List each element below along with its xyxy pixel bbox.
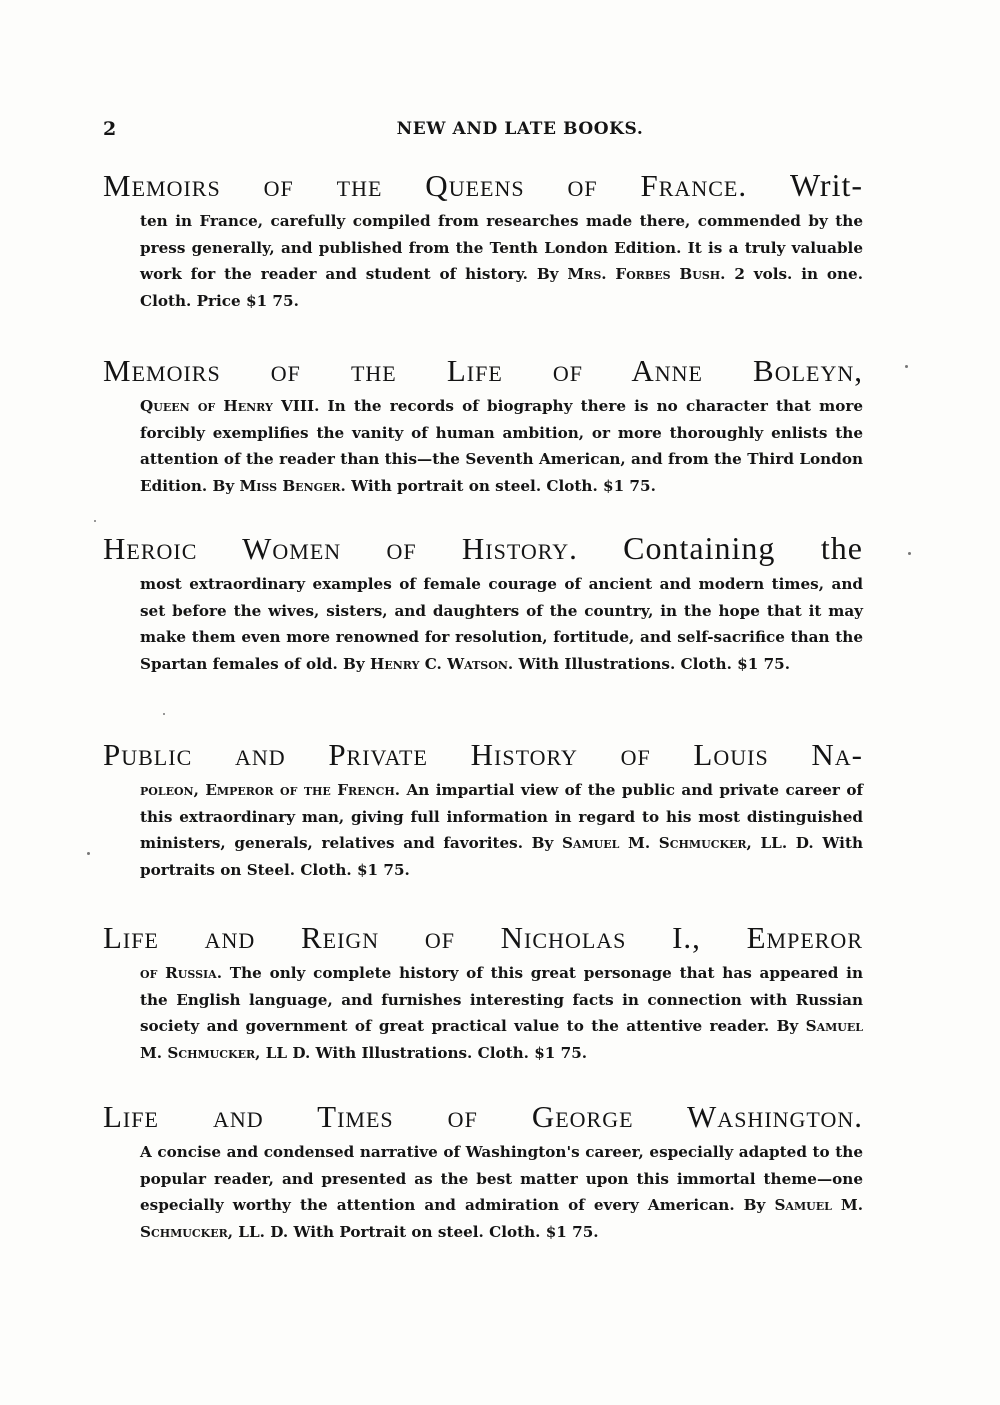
book-entry bbox=[103, 165, 863, 314]
book-author: Samuel M. Schmucker, LL. D. bbox=[140, 1196, 864, 1241]
book-entry bbox=[103, 734, 863, 883]
paper-speck bbox=[94, 520, 96, 522]
paper-speck bbox=[87, 852, 90, 855]
book-price-line: With portrait on steel. Cloth. $1 75. bbox=[345, 476, 656, 495]
book-price-line: 2 vols. in one. Cloth. Price $1 75. bbox=[140, 265, 863, 310]
book-author: Samuel M. Schmucker, LL D. bbox=[140, 1017, 863, 1062]
book-description-text: ten in France, carefully compiled from researches made there, commended by the press generally, and published from the Tenth London Edition. It is a truly valuable work for the reader and student of history. By bbox=[140, 212, 863, 283]
book-title bbox=[103, 917, 863, 958]
book-title-text: Life and Times of George Washington. bbox=[103, 1099, 863, 1134]
book-description bbox=[140, 208, 863, 314]
book-entry bbox=[103, 917, 863, 1066]
book-author: Miss Benger. bbox=[239, 476, 346, 495]
page-number: 2 bbox=[103, 118, 117, 140]
book-description bbox=[140, 393, 863, 499]
book-title-text: Public and Private History of Louis Na- bbox=[103, 737, 863, 772]
book-description bbox=[140, 1139, 863, 1245]
book-author: Samuel M. Schmucker, LL. D. bbox=[562, 834, 814, 852]
book-subtitle: Queen of Henry VIII. bbox=[140, 397, 320, 415]
paper-speck bbox=[908, 552, 911, 555]
book-entry bbox=[103, 350, 863, 499]
paper-speck bbox=[905, 365, 908, 368]
book-title-text: Memoirs of the Queens of France. bbox=[103, 168, 748, 203]
book-author: Henry C. Watson. bbox=[370, 654, 514, 673]
book-description-text: most extraordinary examples of female courage of ancient and modern times, and set before the wives, sisters, and daughters of the country, in the hope that it may make them even more renowned for resolution, fortitude, and self-sacrifice than the Spartan females of old. By bbox=[140, 575, 863, 673]
book-description-text: In the records of biography there is no character that more forcibly exemplifies the vanity of human ambition, or more thoroughly enlists the attention of the reader than this—the Seventh American, and from the Third London Edition. By bbox=[140, 397, 863, 495]
book-description-text: A concise and condensed narrative of Washington's career, especially adapted to the popular reader, and presented as the best matter upon this immortal theme—one especially worthy the attention and admiration of every American. By bbox=[140, 1143, 863, 1214]
book-title bbox=[103, 734, 863, 775]
book-description bbox=[140, 777, 863, 883]
book-title-continuation: Containing the bbox=[623, 530, 863, 566]
book-price-line: With Illustrations. Cloth. $1 75. bbox=[310, 1043, 588, 1062]
book-subtitle: poleon, Emperor of the French. bbox=[140, 781, 401, 799]
book-description bbox=[140, 571, 863, 677]
book-price-line: With Portrait on steel. Cloth. $1 75. bbox=[288, 1222, 599, 1241]
running-head: NEW AND LATE BOOKS. bbox=[396, 119, 644, 139]
book-title bbox=[103, 350, 863, 391]
book-title-text: Life and Reign of Nicholas I., Emperor bbox=[103, 920, 863, 955]
book-title-text: Memoirs of the Life of Anne Boleyn, bbox=[103, 353, 863, 388]
book-description-text: An impartial view of the public and private career of this extraordinary man, giving full information in regard to his most distinguished ministers, generals, relatives and favorites. By bbox=[140, 781, 863, 852]
book-title-text: Heroic Women of History. bbox=[103, 531, 578, 566]
book-description bbox=[140, 960, 863, 1066]
book-title bbox=[103, 1096, 863, 1137]
book-title-continuation: Writ- bbox=[790, 167, 864, 203]
book-title bbox=[103, 528, 863, 569]
book-price-line: With Illustrations. Cloth. $1 75. bbox=[513, 654, 791, 673]
paper-speck bbox=[163, 713, 165, 715]
book-entry bbox=[103, 1096, 863, 1245]
book-entry bbox=[103, 528, 863, 677]
book-subtitle: of Russia. bbox=[140, 964, 222, 982]
book-author: Mrs. Forbes Bush. bbox=[567, 265, 726, 283]
book-price-line: With portraits on Steel. Cloth. $1 75. bbox=[140, 834, 863, 879]
book-description-text: The only complete history of this great personage that has appeared in the English language, and furnishes interesting facts in connection with Russian society and government of great practical value to the attentive reader. By bbox=[140, 964, 863, 1035]
book-title bbox=[103, 165, 863, 206]
